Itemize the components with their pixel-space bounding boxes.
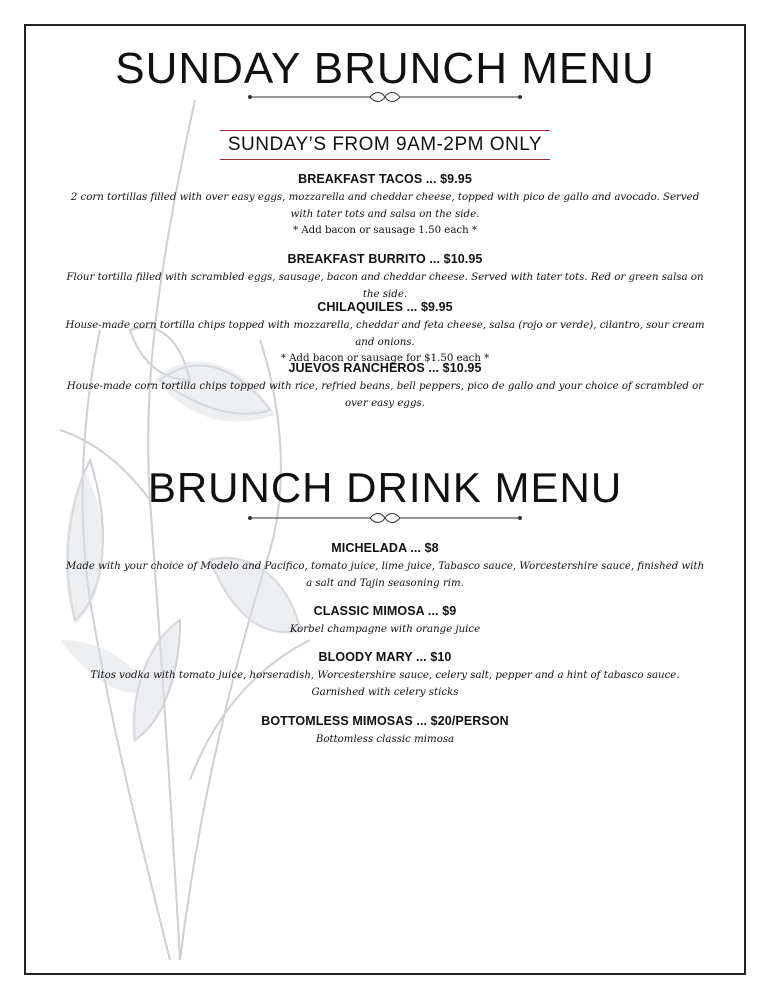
item-note: * Add bacon or sausage for $1.50 each * xyxy=(280,353,490,364)
item-name: BOTTOMLESS MIMOSAS ... $20/PERSON xyxy=(261,714,509,728)
item-description: Korbel champagne with orange juice xyxy=(289,624,481,635)
item-description: Titos vodka with tomato juice, horseradish, Worcestershire sauce, celery salt, pepper and a hint of tabasco sauce. Garnished with celery sticks xyxy=(90,670,680,698)
item-description: Bottomless classic mimosa xyxy=(315,734,455,745)
brunch-menu-title: SUNDAY BRUNCH MENU xyxy=(115,44,655,93)
item-description: House-made corn tortilla chips topped with rice, refried beans, bell peppers, pico de gallo and your choice of scrambled or over easy eggs. xyxy=(66,381,704,409)
drink-item-michelada xyxy=(64,541,706,592)
item-name: JUEVOS RANCHEROS ... $10.95 xyxy=(288,361,482,375)
item-description: Flour tortilla filled with scrambled eggs, sausage, bacon and cheddar cheese. Served with tater tots. Red or green salsa on the side. xyxy=(66,272,704,300)
drink-item-bottomless-mimosas xyxy=(64,714,706,748)
item-name: BREAKFAST BURRITO ... $10.95 xyxy=(287,252,483,266)
item-name: MICHELADA ... $8 xyxy=(331,541,439,555)
item-name: CLASSIC MIMOSA ... $9 xyxy=(313,604,457,618)
drink-item-classic-mimosa xyxy=(64,604,706,638)
menu-item-juevos-rancheros xyxy=(64,361,706,412)
item-name: BLOODY MARY ... $10 xyxy=(318,650,452,664)
menu-item-breakfast-tacos xyxy=(64,172,706,239)
ornamental-divider xyxy=(248,511,522,525)
menu-item-breakfast-burrito xyxy=(64,252,706,303)
item-note: * Add bacon or sausage 1.50 each * xyxy=(292,225,478,236)
ornamental-divider xyxy=(248,90,522,104)
brunch-hours-subtitle: SUNDAY’S FROM 9AM-2PM ONLY xyxy=(220,130,550,160)
item-name: BREAKFAST TACOS ... $9.95 xyxy=(298,172,472,186)
item-name: CHILAQUILES ... $9.95 xyxy=(317,300,453,314)
menu-item-chilaquiles xyxy=(64,300,706,367)
item-description: 2 corn tortillas filled with over easy eggs, mozzarella and cheddar cheese, topped with pico de gallo and avocado. Served with tater tots and salsa on the side. xyxy=(70,192,700,220)
drink-item-bloody-mary xyxy=(64,650,706,701)
item-description: Made with your choice of Modelo and Pacifico, tomato juice, lime juice, Tabasco sauce, Worcestershire sauce, finished with a salt and Tajin seasoning rim. xyxy=(65,561,705,589)
item-description: House-made corn tortilla chips topped with mozzarella, cheddar and feta cheese, salsa (rojo or verde), cilantro, sour cream and onions. xyxy=(65,320,705,348)
drink-menu-title: BRUNCH DRINK MENU xyxy=(147,464,623,511)
